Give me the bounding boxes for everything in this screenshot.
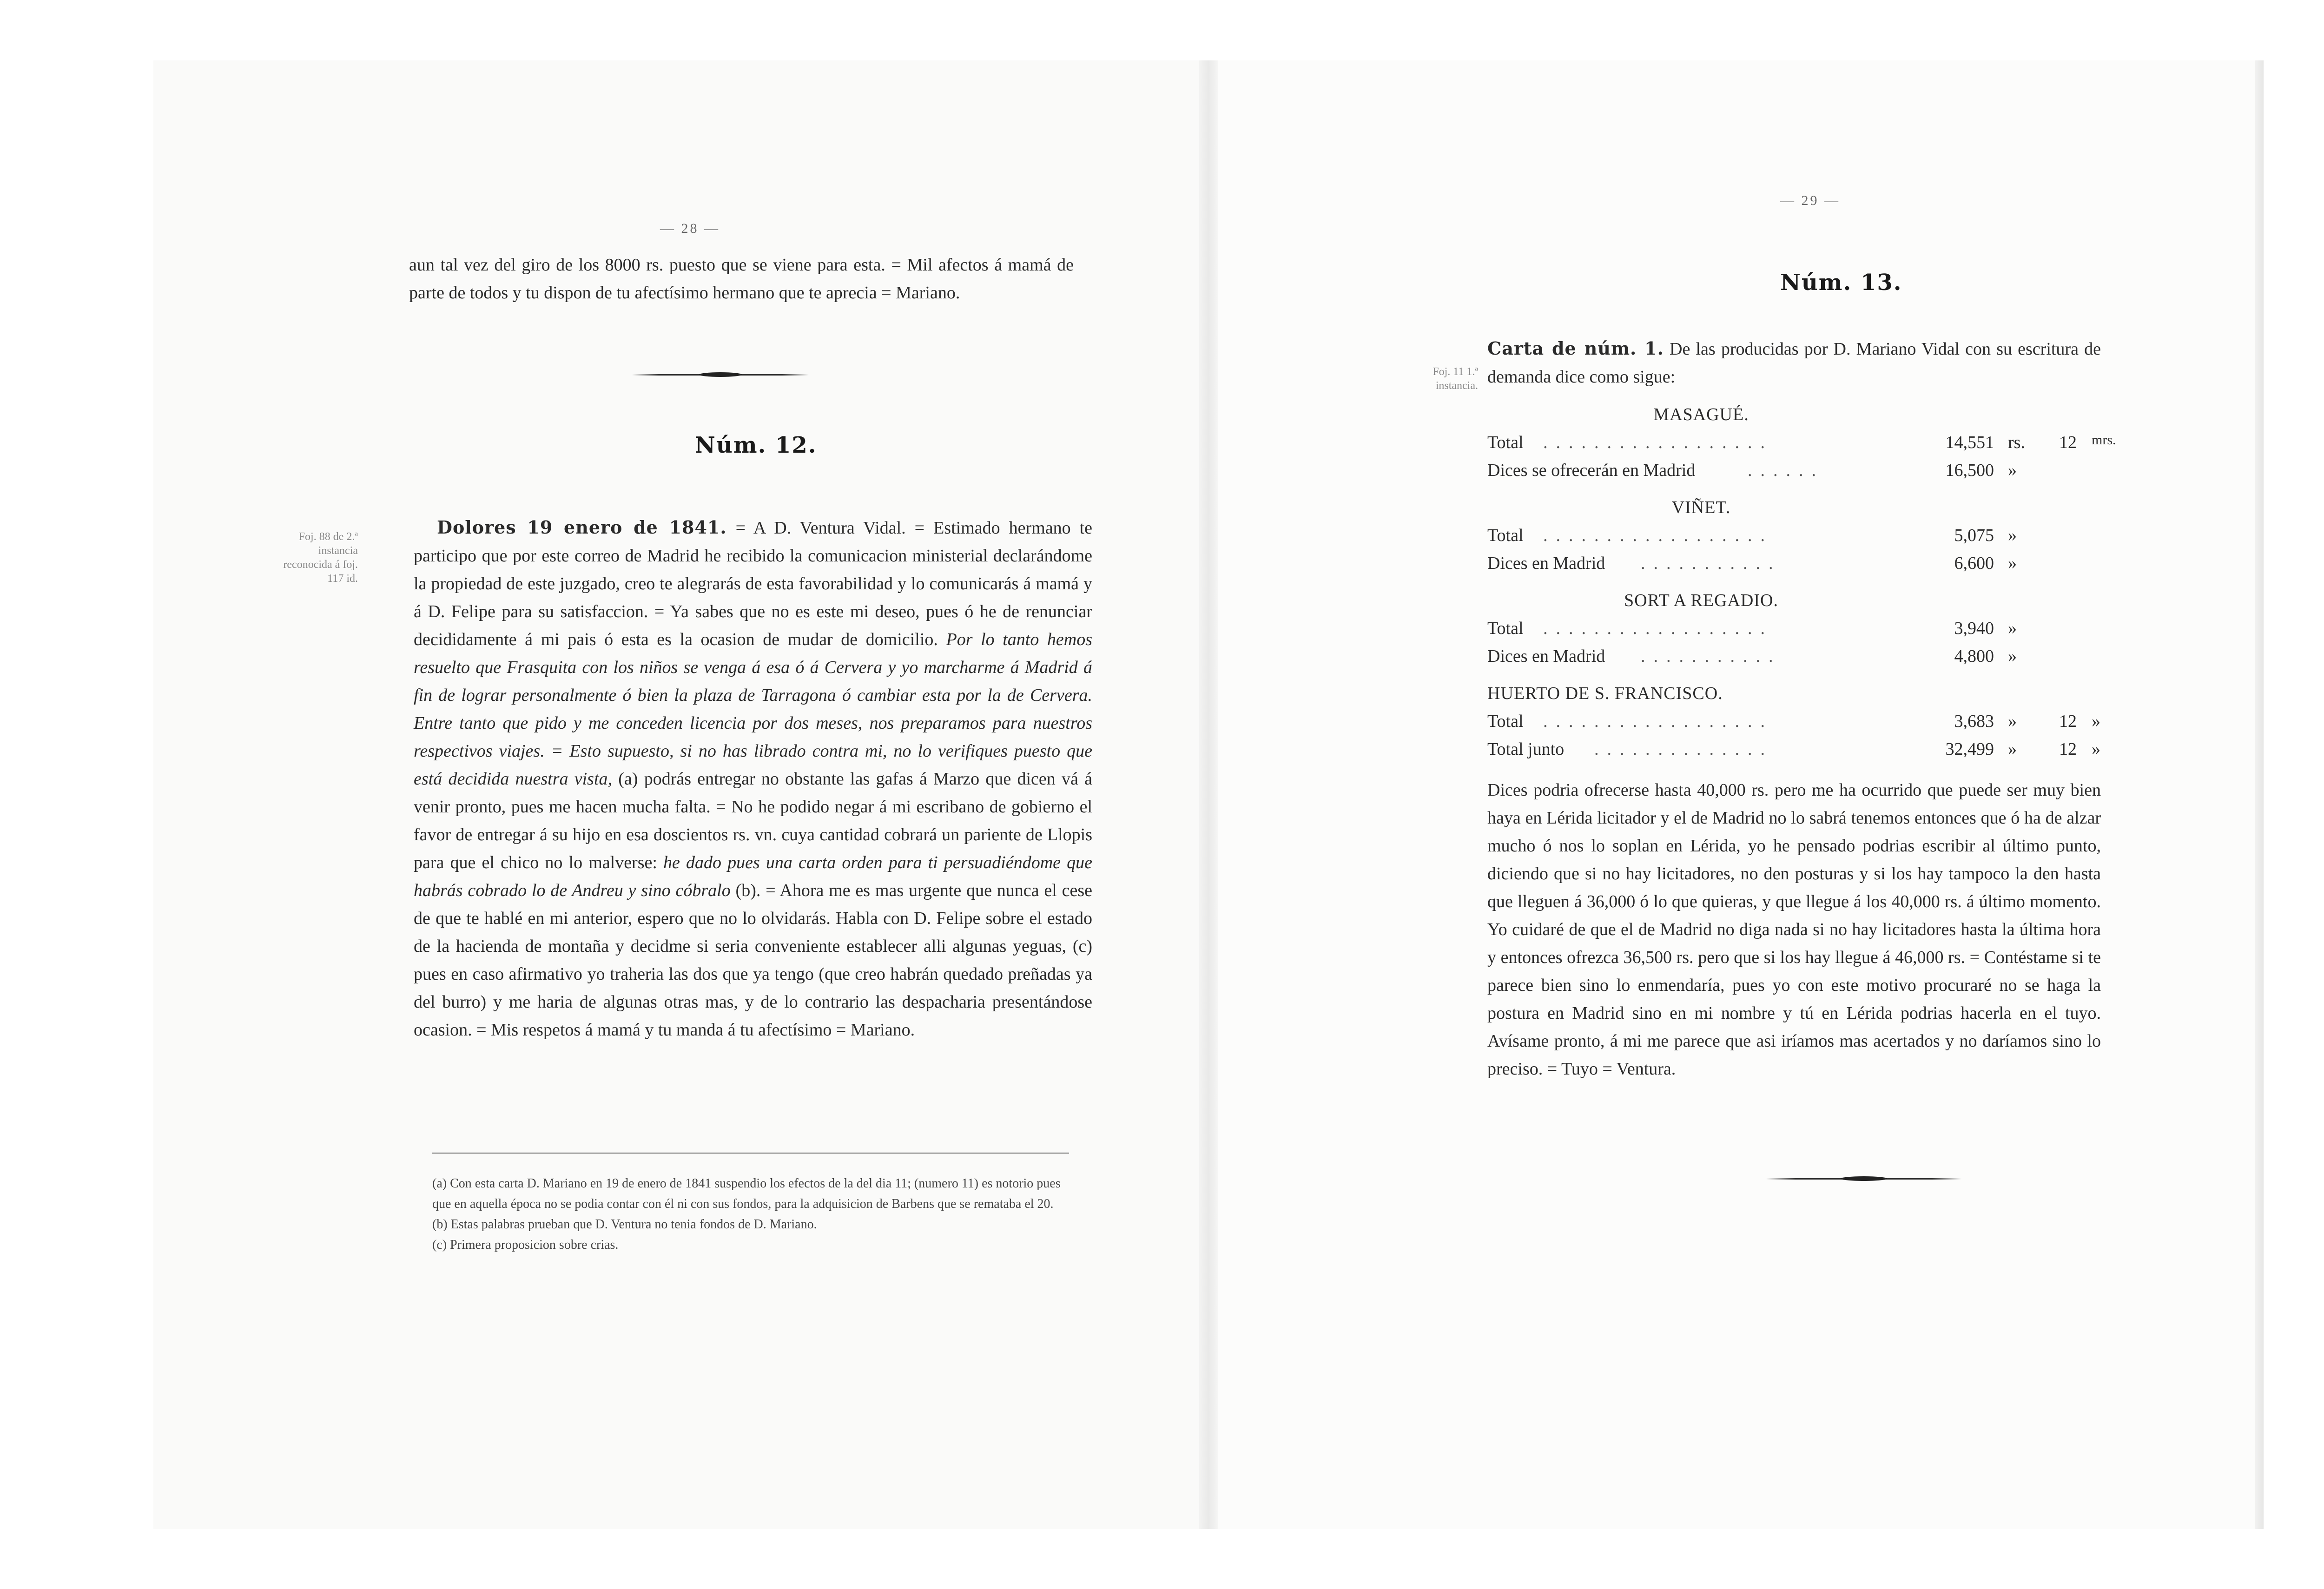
ornament-divider	[632, 372, 809, 377]
continuation-text: aun tal vez del giro de los 8000 rs. puesto que se viene para esta. = Mil afectos á mamá de parte de todos y tu dispon de tu afectísimo hermano que te aprecia = Mariano.	[409, 255, 1074, 303]
row-unit: »	[2008, 739, 2017, 759]
ornament-divider	[1766, 1176, 1961, 1181]
row-amount: 6,600	[1954, 554, 1994, 573]
intro-paragraph	[1487, 335, 2101, 391]
row-amount: 3,683	[1954, 712, 1994, 731]
row-name: Total	[1487, 712, 1524, 731]
letter-text-part3: (b). = Ahora me es mas urgente que nunca el cese de que te hablé en mi anterior, espero que no lo olvidarás. Habla con D. Felipe sobre el estado de la hacienda de montaña y decidme si seria conveniente establecer alli algunas yeguas, (c) pues en caso afirmativo yo traheria las dos que ya tengo (que creo habrán quedado preñadas ya del burro) y me haria de algunas otras mas, y de lo contrario las despacharia presentándose ocasion. = Mis respetos á mamá y tu manda á tu afectísimo = Mariano.	[414, 881, 1092, 1040]
intro-text	[1487, 335, 2101, 391]
row-amount: 14,551	[1945, 433, 1994, 452]
table-row	[1487, 646, 2101, 674]
row-name: Total junto	[1487, 739, 1565, 759]
letter-heading: Núm. 13.	[1780, 270, 1902, 296]
footnotes	[432, 1174, 1074, 1255]
table-row	[1487, 553, 2101, 581]
row-unit: »	[2008, 461, 2017, 480]
letter-body	[414, 514, 1092, 1044]
margin-note: Foj. 88 de 2.ª instancia reconocida á foj. 117 id.	[283, 531, 358, 585]
row-unit: »	[2008, 646, 2017, 666]
row-extra: 12	[2059, 712, 2077, 731]
leader-dots: ...........	[1641, 554, 1782, 573]
row-unit: »	[2008, 554, 2017, 573]
row-name: Total	[1487, 433, 1524, 452]
row-unit: »	[2008, 712, 2017, 731]
footnote-a: (a) Con esta carta D. Mariano en 19 de enero de 1841 suspendio los efectos de la del dia 11; (numero 11) es notorio pues que en aquella época no se podia contar con él ni con sus fondos, para la adquisicion de Barbens que se remataba el 20.	[432, 1176, 1061, 1211]
row-amount: 5,075	[1954, 526, 1994, 545]
letter-heading: Núm. 12.	[695, 432, 817, 458]
row-amount: 32,499	[1945, 739, 1994, 759]
row-extra: 12	[2059, 739, 2077, 759]
letter-italic-part1: Por lo tanto hemos resuelto que Frasquita con los niños se venga á esa ó á Cervera y yo marcharme á Madrid á fin de lograr personalmente ó bien la plaza de Tarragona ó cambiar esta por la de Cervera. Entre tanto que pido y me conceden licencia por dos meses, nos preparamos para nuestros respectivos viajes. = Esto supuesto, si no has librado contra mi, no lo verifiques puesto que está decidida nuestra vista,	[414, 630, 1092, 789]
page-number: — 29 —	[1780, 193, 1840, 208]
table-row	[1487, 432, 2116, 460]
table-section-label: SORT A REGADIO.	[1624, 591, 1778, 610]
row-name: Dices en Madrid	[1487, 646, 1605, 666]
letter-paragraph	[414, 514, 1092, 1044]
table-row	[1487, 525, 2101, 553]
table-row	[1487, 618, 2101, 646]
row-extra: 12	[2059, 433, 2077, 452]
letter-italic-part2: he dado pues una carta orden para ti persuadiéndome que habrás cobrado lo de Andreu y sino cóbralo	[414, 853, 1092, 900]
closing-text: Dices podria ofrecerse hasta 40,000 rs. pero me ha ocurrido que puede ser muy bien haya en Lérida licitador y el de Madrid no lo sabrá tenemos entonces que ó ha de alzar mucho ó nos lo soplan en Lérida, yo he pensado podrias escribir al último punto, diciendo que si no hay licitadores, no den posturas y si los hay tampoco la den hasta que lleguen á 36,000 ó lo que quieras, y que llegue á los 40,000 rs. á último momento. Yo cuidaré de que el de Madrid no diga nada si no hay licitadores hasta la última hora y entonces ofrezca 36,500 rs. pero que si los hay llegue á 46,000 rs. = Contéstame si te parece bien sino lo enmendaría, pues yo con este motivo procuraré no se haga la postura en Madrid sino en mi nombre y tú en Lérida podrias hacerla en el tuyo. Avísame pronto, á mi me parece que asi iríamos mas acertados y no daríamos sino lo preciso. = Tuyo = Ventura.	[1487, 780, 2101, 1079]
continuation-paragraph	[409, 251, 1074, 307]
row-name: Total	[1487, 526, 1524, 545]
left-page	[153, 60, 1208, 1529]
leader-dots: ...........	[1641, 646, 1782, 666]
table-row	[1487, 739, 2101, 767]
letter-date-lead: Dolores 19 enero de 1841.	[437, 517, 727, 538]
table-row	[1487, 711, 2101, 739]
margin-note: Foj. 11 1.ª instancia.	[1433, 366, 1478, 392]
footnote-b: (b) Estas palabras prueban que D. Ventura no tenia fondos de D. Mariano.	[432, 1217, 817, 1232]
letter-text-part2: (a) podrás entregar no obstante las gafas á Marzo que dicen vá á venir pronto, pues me hacen mucha falta. = No he podido negar á mi escribano de gobierno el favor de entregar á su hijo en esa doscientos rs. vn. cuya cantidad cobrará un pariente de Llopis para que el chico no lo malverse:	[414, 769, 1092, 872]
book-spread	[153, 60, 2264, 1529]
row-name: Dices se ofrecerán en Madrid	[1487, 461, 1696, 480]
row-unit: rs.	[2008, 433, 2025, 452]
leader-dots: ..............	[1594, 739, 1773, 759]
row-unit: »	[2008, 526, 2017, 545]
intro-body: De las producidas por D. Mariano Vidal con su escritura de demanda dice como sigue:	[1487, 339, 2101, 387]
leader-dots: ..................	[1543, 712, 1773, 731]
row-name: Total	[1487, 619, 1524, 638]
row-amount: 3,940	[1954, 619, 1994, 638]
row-extra-unit: »	[2092, 739, 2100, 759]
footnote-rule	[432, 1153, 1069, 1154]
valuation-table	[1487, 404, 2116, 841]
leader-dots: ..................	[1543, 433, 1773, 452]
right-page	[1208, 60, 2264, 1529]
leader-dots: ..................	[1543, 526, 1773, 545]
table-section-label: VIÑET.	[1671, 498, 1731, 517]
table-row	[1487, 460, 2101, 488]
row-extra-unit: »	[2092, 712, 2100, 731]
intro-lead: Carta de núm. 1.	[1487, 338, 1664, 359]
row-amount: 4,800	[1954, 646, 1994, 666]
row-name: Dices en Madrid	[1487, 554, 1605, 573]
page-number: — 28 —	[660, 221, 720, 236]
leader-dots: ..................	[1543, 619, 1773, 638]
footnote-c: (c) Primera proposicion sobre crias.	[432, 1238, 619, 1252]
row-extra-unit: mrs.	[2092, 432, 2116, 448]
row-unit: »	[2008, 619, 2017, 638]
book-gutter	[1199, 60, 1218, 1529]
row-amount: 16,500	[1945, 461, 1994, 480]
closing-paragraph	[1487, 776, 2101, 1083]
table-section-label: MASAGUÉ.	[1653, 405, 1749, 424]
letter-text-part1: = A D. Ventura Vidal. = Estimado hermano te participo que por este correo de Madrid he recibido la comunicacion ministerial declarándome la propiedad de este juzgado, creo te alegrarás de esta favorabilidad y lo comunicarás á mamá y á D. Felipe para su satisfaccion. = Ya sabes que no es este mi deseo, pues ó he de renunciar decididamente á mi pais ó esta es la ocasion de mudar de domicilio.	[414, 518, 1093, 649]
table-section-label: HUERTO DE S. FRANCISCO.	[1487, 684, 1723, 703]
leader-dots: ......	[1748, 461, 1824, 480]
page-edge	[2255, 60, 2264, 1529]
